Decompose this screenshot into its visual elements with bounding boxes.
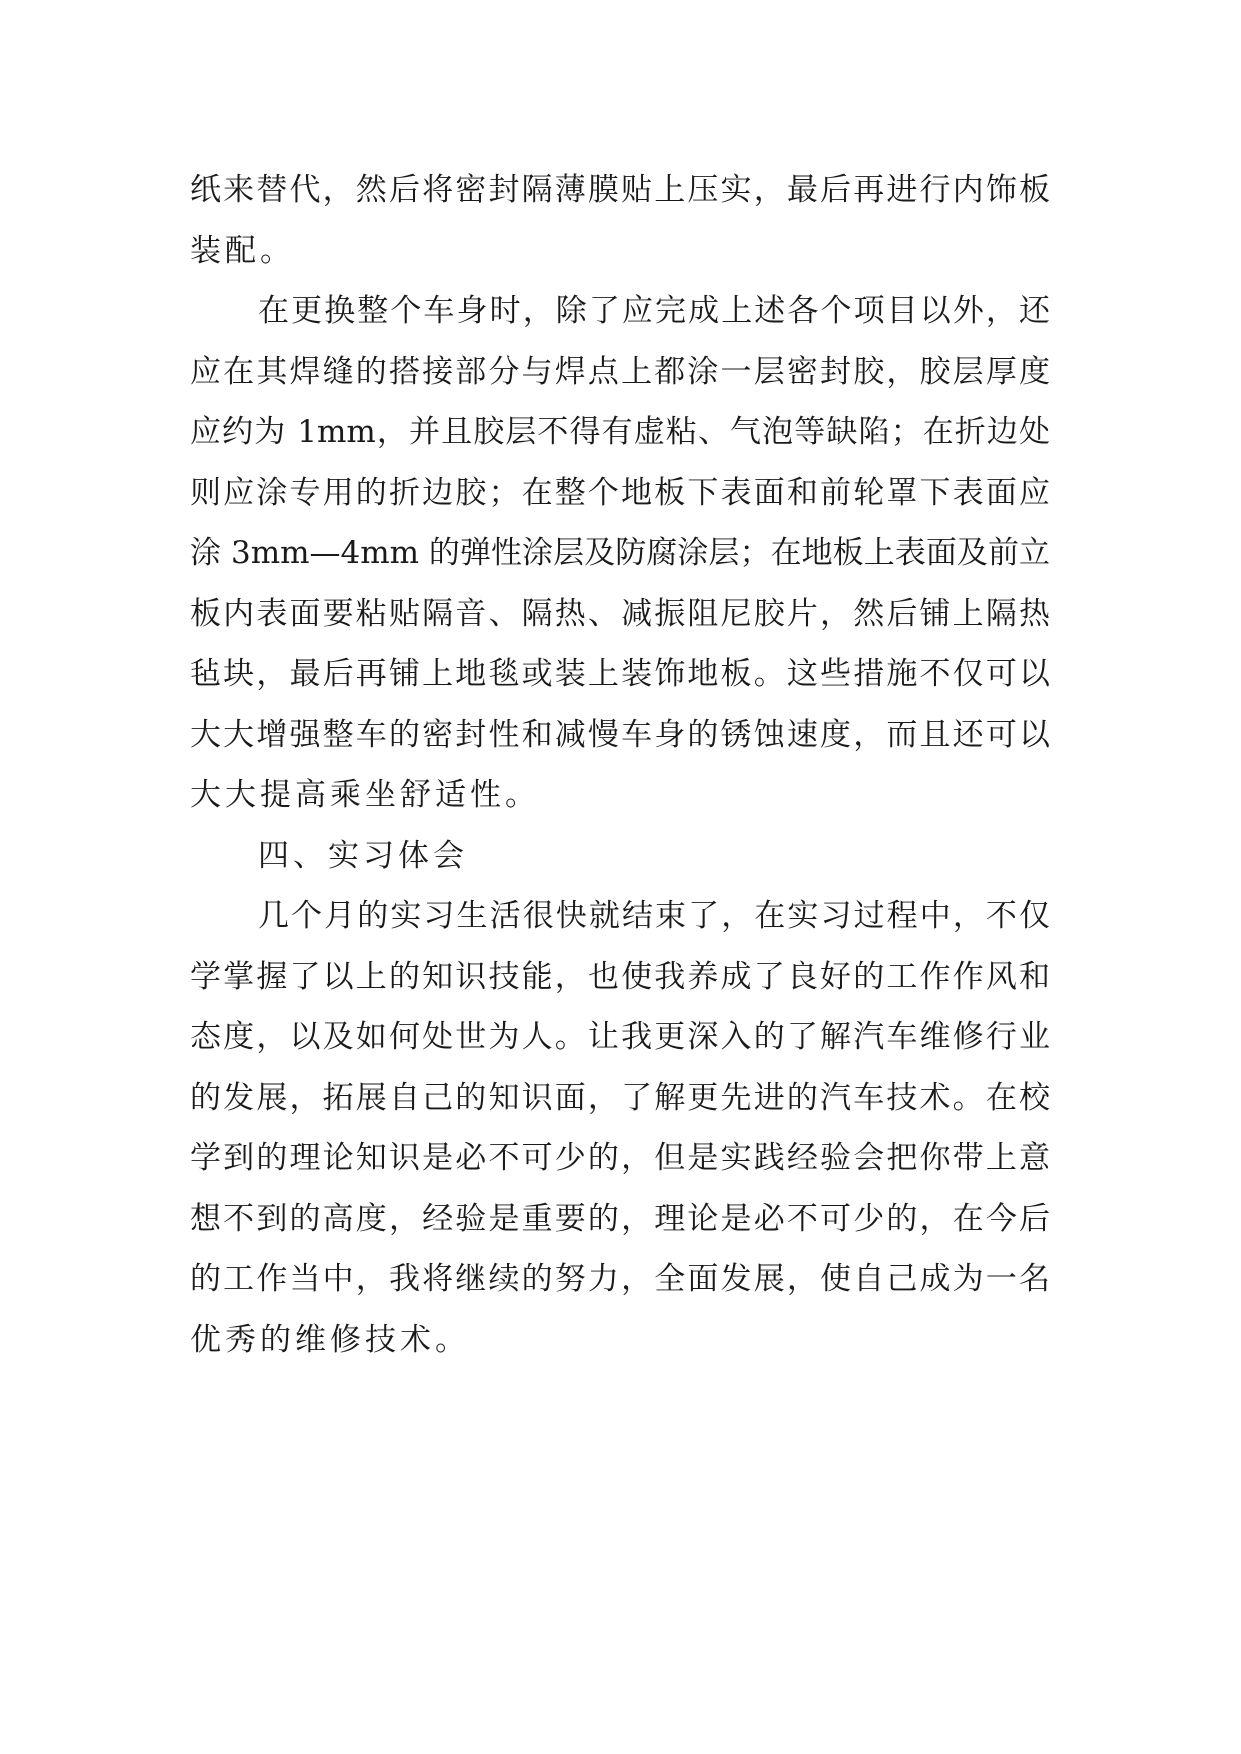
text-line: 的工作当中，我将继续的努力，全面发展，使自己成为一名 [190, 1261, 1050, 1297]
paragraph-body-replacement [190, 281, 1050, 826]
text-line: 涂 3mm—4mm 的弹性涂层及防腐涂层；在地板上表面及前立 [190, 535, 1050, 571]
text-line: 几个月的实习生活很快就结束了，在实习过程中，不仅 [258, 898, 1050, 934]
text-line: 应约为 1mm，并且胶层不得有虚粘、气泡等缺陷；在折边处 [190, 414, 1050, 450]
text-line: 学掌握了以上的知识技能，也使我养成了良好的工作作风和 [190, 958, 1050, 995]
text-line: 纸来替代，然后将密封隔薄膜贴上压实，最后再进行内饰板 [190, 172, 1050, 208]
text-line: 想不到的高度，经验是重要的，理论是必不可少的，在今后 [190, 1200, 1050, 1237]
text-line: 的发展，拓展自己的知识面，了解更先进的汽车技术。在校 [190, 1079, 1050, 1116]
text-line: 大大提高乘坐舒适性。 [190, 777, 540, 813]
text-line: 装配。 [190, 232, 295, 269]
text-line: 优秀的维修技术。 [190, 1321, 470, 1358]
paragraph-reflection [190, 886, 1050, 1370]
text-line: 应在其焊缝的搭接部分与焊点上都涂一层密封胶，胶层厚度 [190, 353, 1050, 390]
section-heading [190, 826, 1050, 887]
text-line: 板内表面要粘贴隔音、隔热、减振阻尼胶片，然后铺上隔热 [190, 595, 1050, 632]
paragraph-continuation [190, 160, 1050, 281]
text-line: 在更换整个车身时，除了应完成上述各个项目以外，还 [258, 293, 1050, 329]
text-line: 则应涂专用的折边胶；在整个地板下表面和前轮罩下表面应 [190, 474, 1050, 511]
text-line: 学到的理论知识是必不可少的，但是实践经验会把你带上意 [190, 1140, 1050, 1176]
text-line: 态度，以及如何处世为人。让我更深入的了解汽车维修行业 [190, 1019, 1050, 1055]
document-body [190, 160, 1050, 1370]
text-line: 毡块，最后再铺上地毯或装上装饰地板。这些措施不仅可以 [190, 656, 1050, 692]
text-line: 四、实习体会 [258, 837, 468, 874]
text-line: 大大增强整车的密封性和减慢车身的锈蚀速度，而且还可以 [190, 716, 1050, 753]
